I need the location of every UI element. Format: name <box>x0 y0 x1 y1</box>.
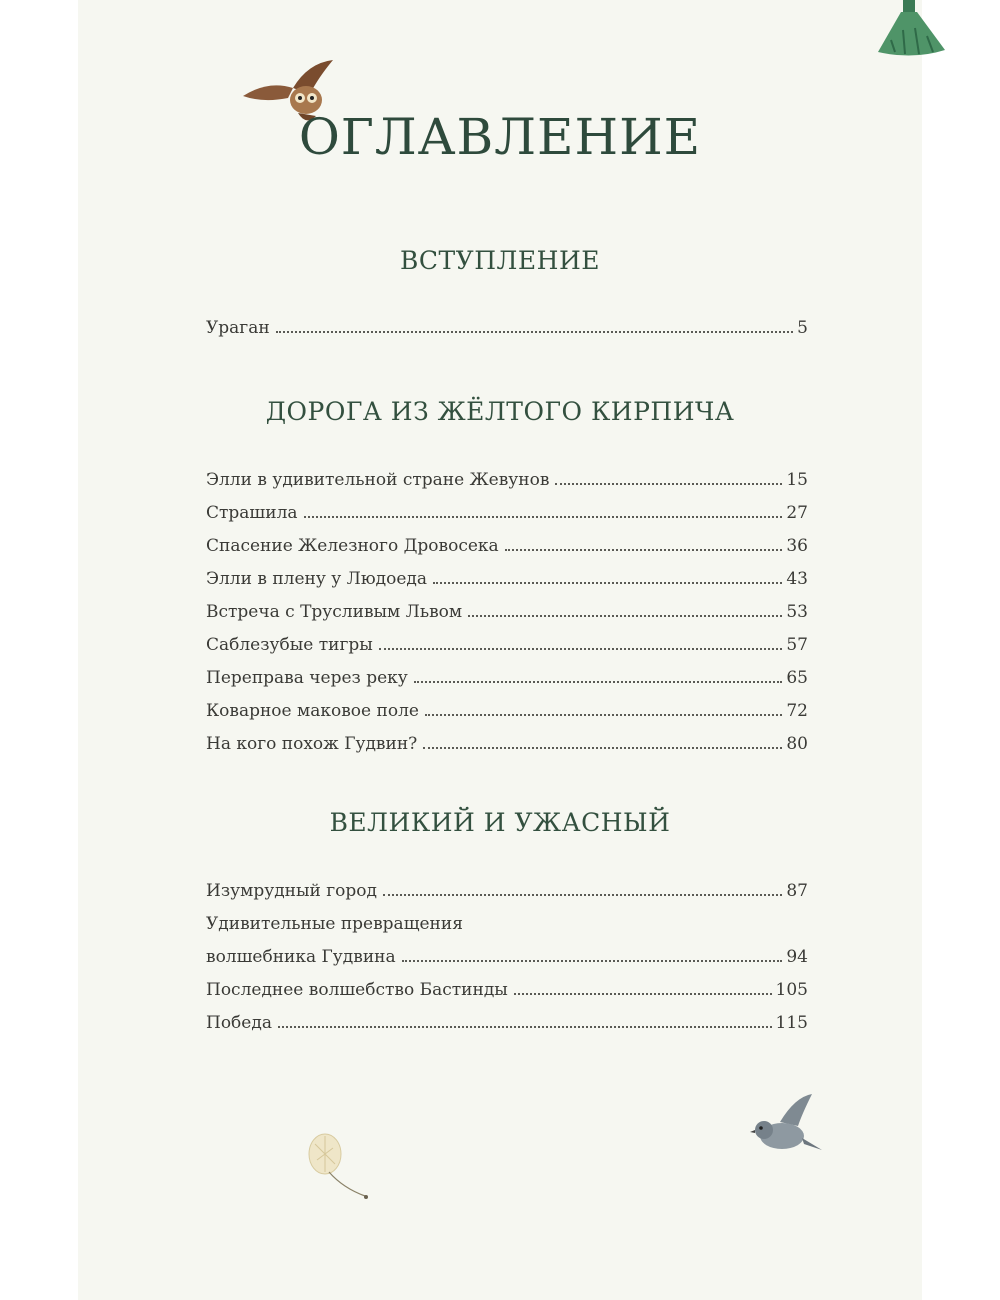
entry-page: 15 <box>786 470 808 490</box>
tassel-icon <box>873 0 948 58</box>
entry-page: 53 <box>786 602 808 622</box>
toc-title: ОГЛАВЛЕНИЕ <box>298 108 702 166</box>
entry-title: Ураган <box>206 318 270 338</box>
toc-entry[interactable] <box>206 622 808 655</box>
section-great-list <box>206 868 808 1033</box>
entry-page: 80 <box>786 734 808 754</box>
toc-entry[interactable] <box>206 934 808 967</box>
entry-title: Встреча с Трусливым Львом <box>206 602 463 622</box>
book-page <box>78 0 922 1300</box>
section-heading-great: ВЕЛИКИЙ И УЖАСНЫЙ <box>329 808 671 837</box>
dot-leader <box>433 582 782 584</box>
section-road-list <box>206 457 808 754</box>
dot-leader <box>425 714 782 716</box>
entry-title: Коварное маковое поле <box>206 701 419 721</box>
dot-leader <box>505 549 783 551</box>
entry-title: На кого похож Гудвин? <box>206 734 418 754</box>
dot-leader <box>555 483 782 485</box>
toc-entry[interactable] <box>206 868 808 901</box>
entry-title: Изумрудный город <box>206 881 377 901</box>
dot-leader <box>468 615 782 617</box>
dot-leader <box>514 993 772 995</box>
dot-leader <box>383 894 782 896</box>
entry-title: Удивительные превращения <box>206 914 463 934</box>
dot-leader <box>278 1026 772 1028</box>
entry-title: Элли в удивительной стране Жевунов <box>206 470 550 490</box>
toc-entry-continued[interactable] <box>206 901 808 934</box>
dot-leader <box>402 960 783 962</box>
section-heading-intro: ВСТУПЛЕНИЕ <box>399 246 600 275</box>
toc-entry[interactable] <box>206 556 808 589</box>
entry-page: 105 <box>775 980 808 1000</box>
section-intro-list <box>206 305 808 338</box>
toc-entry[interactable] <box>206 589 808 622</box>
entry-title: Страшила <box>206 503 298 523</box>
entry-title: Элли в плену у Людоеда <box>206 569 427 589</box>
dandelion-icon <box>303 1130 383 1205</box>
entry-title: волшебника Гудвина <box>206 947 396 967</box>
dot-leader <box>276 331 793 333</box>
entry-page: 72 <box>786 701 808 721</box>
dot-leader <box>414 681 783 683</box>
entry-page: 87 <box>786 881 808 901</box>
entry-page: 5 <box>797 318 808 338</box>
entry-page: 36 <box>786 536 808 556</box>
entry-title: Победа <box>206 1013 272 1033</box>
entry-page: 65 <box>786 668 808 688</box>
entry-page: 27 <box>786 503 808 523</box>
entry-page: 57 <box>786 635 808 655</box>
toc-entry[interactable] <box>206 305 808 338</box>
dot-leader <box>423 747 782 749</box>
dot-leader <box>304 516 783 518</box>
entry-title: Саблезубые тигры <box>206 635 373 655</box>
toc-entry[interactable] <box>206 1000 808 1033</box>
entry-page: 94 <box>786 947 808 967</box>
entry-title: Переправа через реку <box>206 668 408 688</box>
toc-entry[interactable] <box>206 967 808 1000</box>
toc-entry[interactable] <box>206 721 808 754</box>
toc-entry[interactable] <box>206 655 808 688</box>
toc-entry[interactable] <box>206 457 808 490</box>
entry-page: 115 <box>775 1013 808 1033</box>
toc-entry[interactable] <box>206 688 808 721</box>
sparrow-icon <box>750 1092 830 1164</box>
dot-leader <box>379 648 783 650</box>
entry-page: 43 <box>786 569 808 589</box>
toc-entry[interactable] <box>206 490 808 523</box>
toc-entry[interactable] <box>206 523 808 556</box>
entry-title: Спасение Железного Дровосека <box>206 536 499 556</box>
section-heading-road: ДОРОГА ИЗ ЖЁЛТОГО КИРПИЧА <box>265 397 735 426</box>
entry-title: Последнее волшебство Бастинды <box>206 980 508 1000</box>
